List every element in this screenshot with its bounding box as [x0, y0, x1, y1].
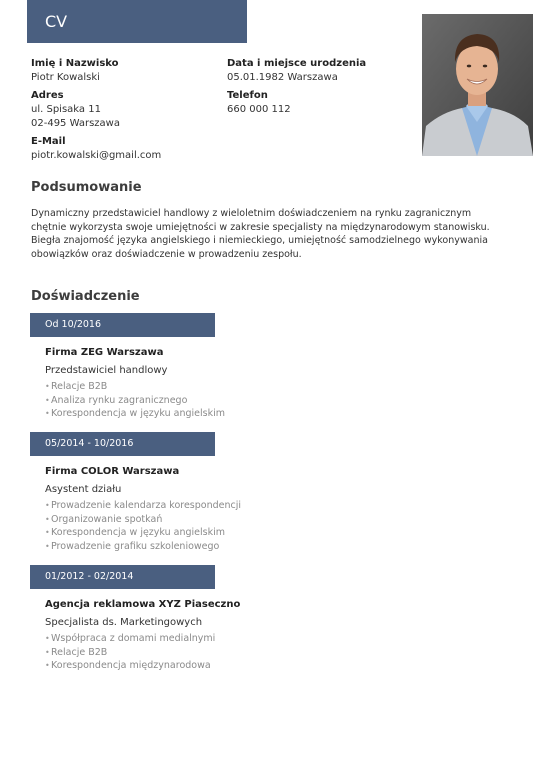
- address-label: Adres: [31, 89, 64, 101]
- job-task: • Współpraca z domami medialnymi: [45, 632, 500, 646]
- job-company: Agencja reklamowa XYZ Piaseczno: [45, 599, 241, 610]
- job-entry: [30, 432, 500, 554]
- phone-value: 660 000 112: [227, 103, 291, 115]
- name-label: Imię i Nazwisko: [31, 58, 119, 69]
- cv-header-banner: [27, 0, 247, 43]
- job-task: • Prowadzenie grafiku szkoleniowego: [45, 540, 500, 554]
- job-task: • Korespondencja w języku angielskim: [45, 407, 500, 421]
- birth-value: 05.01.1982 Warszawa: [227, 72, 338, 83]
- job-position: Specjalista ds. Marketingowych: [45, 617, 203, 628]
- email-label: E-Mail: [31, 135, 66, 147]
- name-value: Piotr Kowalski: [31, 72, 100, 83]
- job-entry: [30, 313, 500, 421]
- job-task: • Prowadzenie kalendarza korespondencji: [45, 499, 500, 513]
- email-value: piotr.kowalski@gmail.com: [31, 149, 162, 161]
- job-task: • Analiza rynku zagranicznego: [45, 394, 500, 408]
- job-task: • Organizowanie spotkań: [45, 513, 500, 527]
- job-task: • Korespondencja międzynarodowa: [45, 659, 500, 673]
- personal-info-right: [227, 57, 407, 120]
- phone-label: Telefon: [227, 89, 268, 101]
- personal-info-left: [31, 57, 211, 166]
- address-line1: ul. Spisaka 11: [31, 103, 101, 115]
- summary-text: Dynamiczny przedstawiciel handlowy z wieloletnim doświadczeniem na rynku zagranicznym chętnie wykorzysta swoje umiejętności w zakresie specjalisty na międzynarodowym stanowisku. Biegła znajomość języka angielskiego i niemieckiego, umiejętność samodzielnego wykonywania obowiązków oraz doświadczenie w prowadzeniu zespołu.: [31, 208, 490, 260]
- job-period-bar: 05/2014 - 10/2016: [30, 432, 215, 456]
- summary-title: Podsumowanie: [31, 180, 142, 195]
- experience-title: Doświadczenie: [31, 289, 140, 304]
- birth-label: Data i miejsce urodzenia: [227, 58, 367, 69]
- profile-photo: [422, 14, 533, 156]
- job-entry: [30, 565, 500, 673]
- job-company: Firma ZEG Warszawa: [45, 347, 164, 358]
- job-company: Firma COLOR Warszawa: [45, 466, 180, 477]
- job-task: • Relacje B2B: [45, 380, 500, 394]
- page-title: CV: [45, 12, 68, 31]
- job-position: Przedstawiciel handlowy: [45, 365, 168, 376]
- job-position: Asystent działu: [45, 484, 122, 495]
- job-period-bar: 01/2012 - 02/2014: [30, 565, 215, 589]
- job-task: • Korespondencja w języku angielskim: [45, 526, 500, 540]
- address-line2: 02-495 Warszawa: [31, 118, 120, 129]
- job-period-bar: Od 10/2016: [30, 313, 215, 337]
- job-task: • Relacje B2B: [45, 646, 500, 660]
